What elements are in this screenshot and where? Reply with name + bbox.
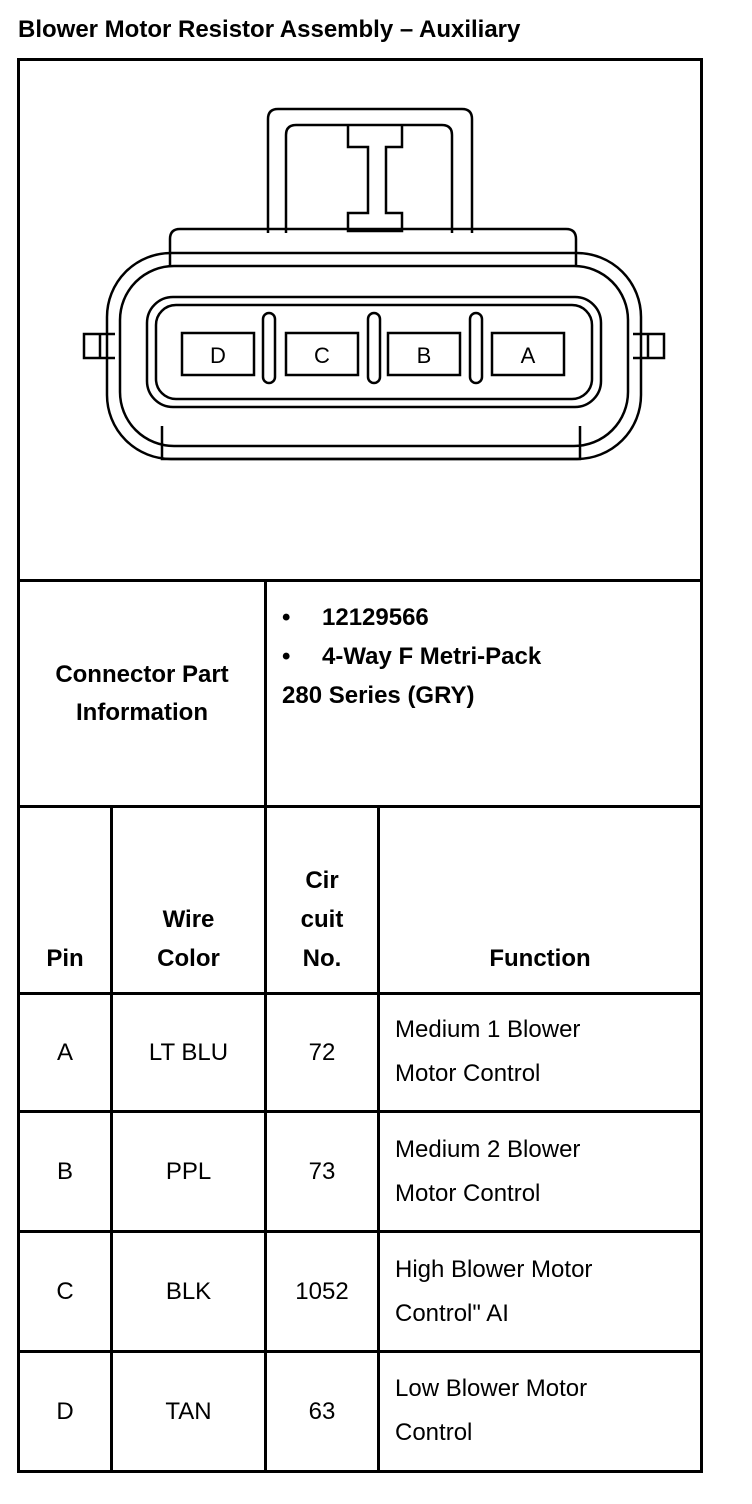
cell-pin: C (56, 1277, 74, 1305)
cavity-label-b: B (416, 343, 432, 368)
outer-shell (107, 253, 641, 459)
cell-wire-color: BLK (165, 1277, 212, 1305)
cavity-separator-3 (470, 313, 482, 383)
cavity-label-d: D (210, 343, 226, 368)
cavity-label-c: C (314, 343, 330, 368)
cell-function: High Blower Motor Control" AI (395, 1256, 593, 1327)
cell-function: Medium 2 Blower Motor Control (395, 1136, 581, 1207)
header-pin: Pin (46, 945, 84, 972)
header-function: Function (489, 945, 591, 972)
bullet-icon: • (282, 604, 291, 631)
connector-face-diagram (20, 61, 700, 581)
part-info-continuation: 280 Series (GRY) (282, 682, 475, 709)
cell-function: Low Blower Motor Control (395, 1375, 588, 1446)
cell-pin: B (56, 1157, 73, 1185)
cell-pin: A (56, 1038, 73, 1066)
part-info-item: • 12129566 (282, 598, 541, 637)
locking-latch (348, 125, 402, 231)
part-info-item: • 4-Way F Metri-Pack (282, 637, 541, 676)
bottom-skirt (162, 426, 580, 459)
cavity-separator-2 (368, 313, 380, 383)
cell-wire-color: TAN (165, 1397, 212, 1425)
bullet-icon: • (282, 643, 291, 670)
header-wire-color: Wire Color (157, 906, 220, 972)
part-info-list (282, 598, 541, 715)
cell-circuit: 73 (308, 1157, 336, 1185)
locking-tab-outer (268, 109, 472, 233)
part-info-label: Connector Part Information (55, 660, 229, 726)
page-title: Blower Motor Resistor Assembly – Auxiliary (18, 16, 521, 43)
cell-wire-color: LT BLU (148, 1038, 229, 1066)
cell-circuit: 72 (308, 1038, 336, 1066)
cell-circuit: 1052 (295, 1277, 349, 1305)
cell-function: Medium 1 Blower Motor Control (395, 1016, 581, 1087)
inner-shell (120, 266, 628, 446)
cell-circuit: 63 (308, 1397, 336, 1425)
cavity-label-a: A (520, 343, 536, 368)
header-circuit-no: Cir cuit No. (300, 867, 344, 972)
cell-wire-color: PPL (165, 1157, 212, 1185)
cell-pin: D (56, 1397, 74, 1425)
cavity-separator-1 (263, 313, 275, 383)
top-shelf (170, 229, 576, 266)
